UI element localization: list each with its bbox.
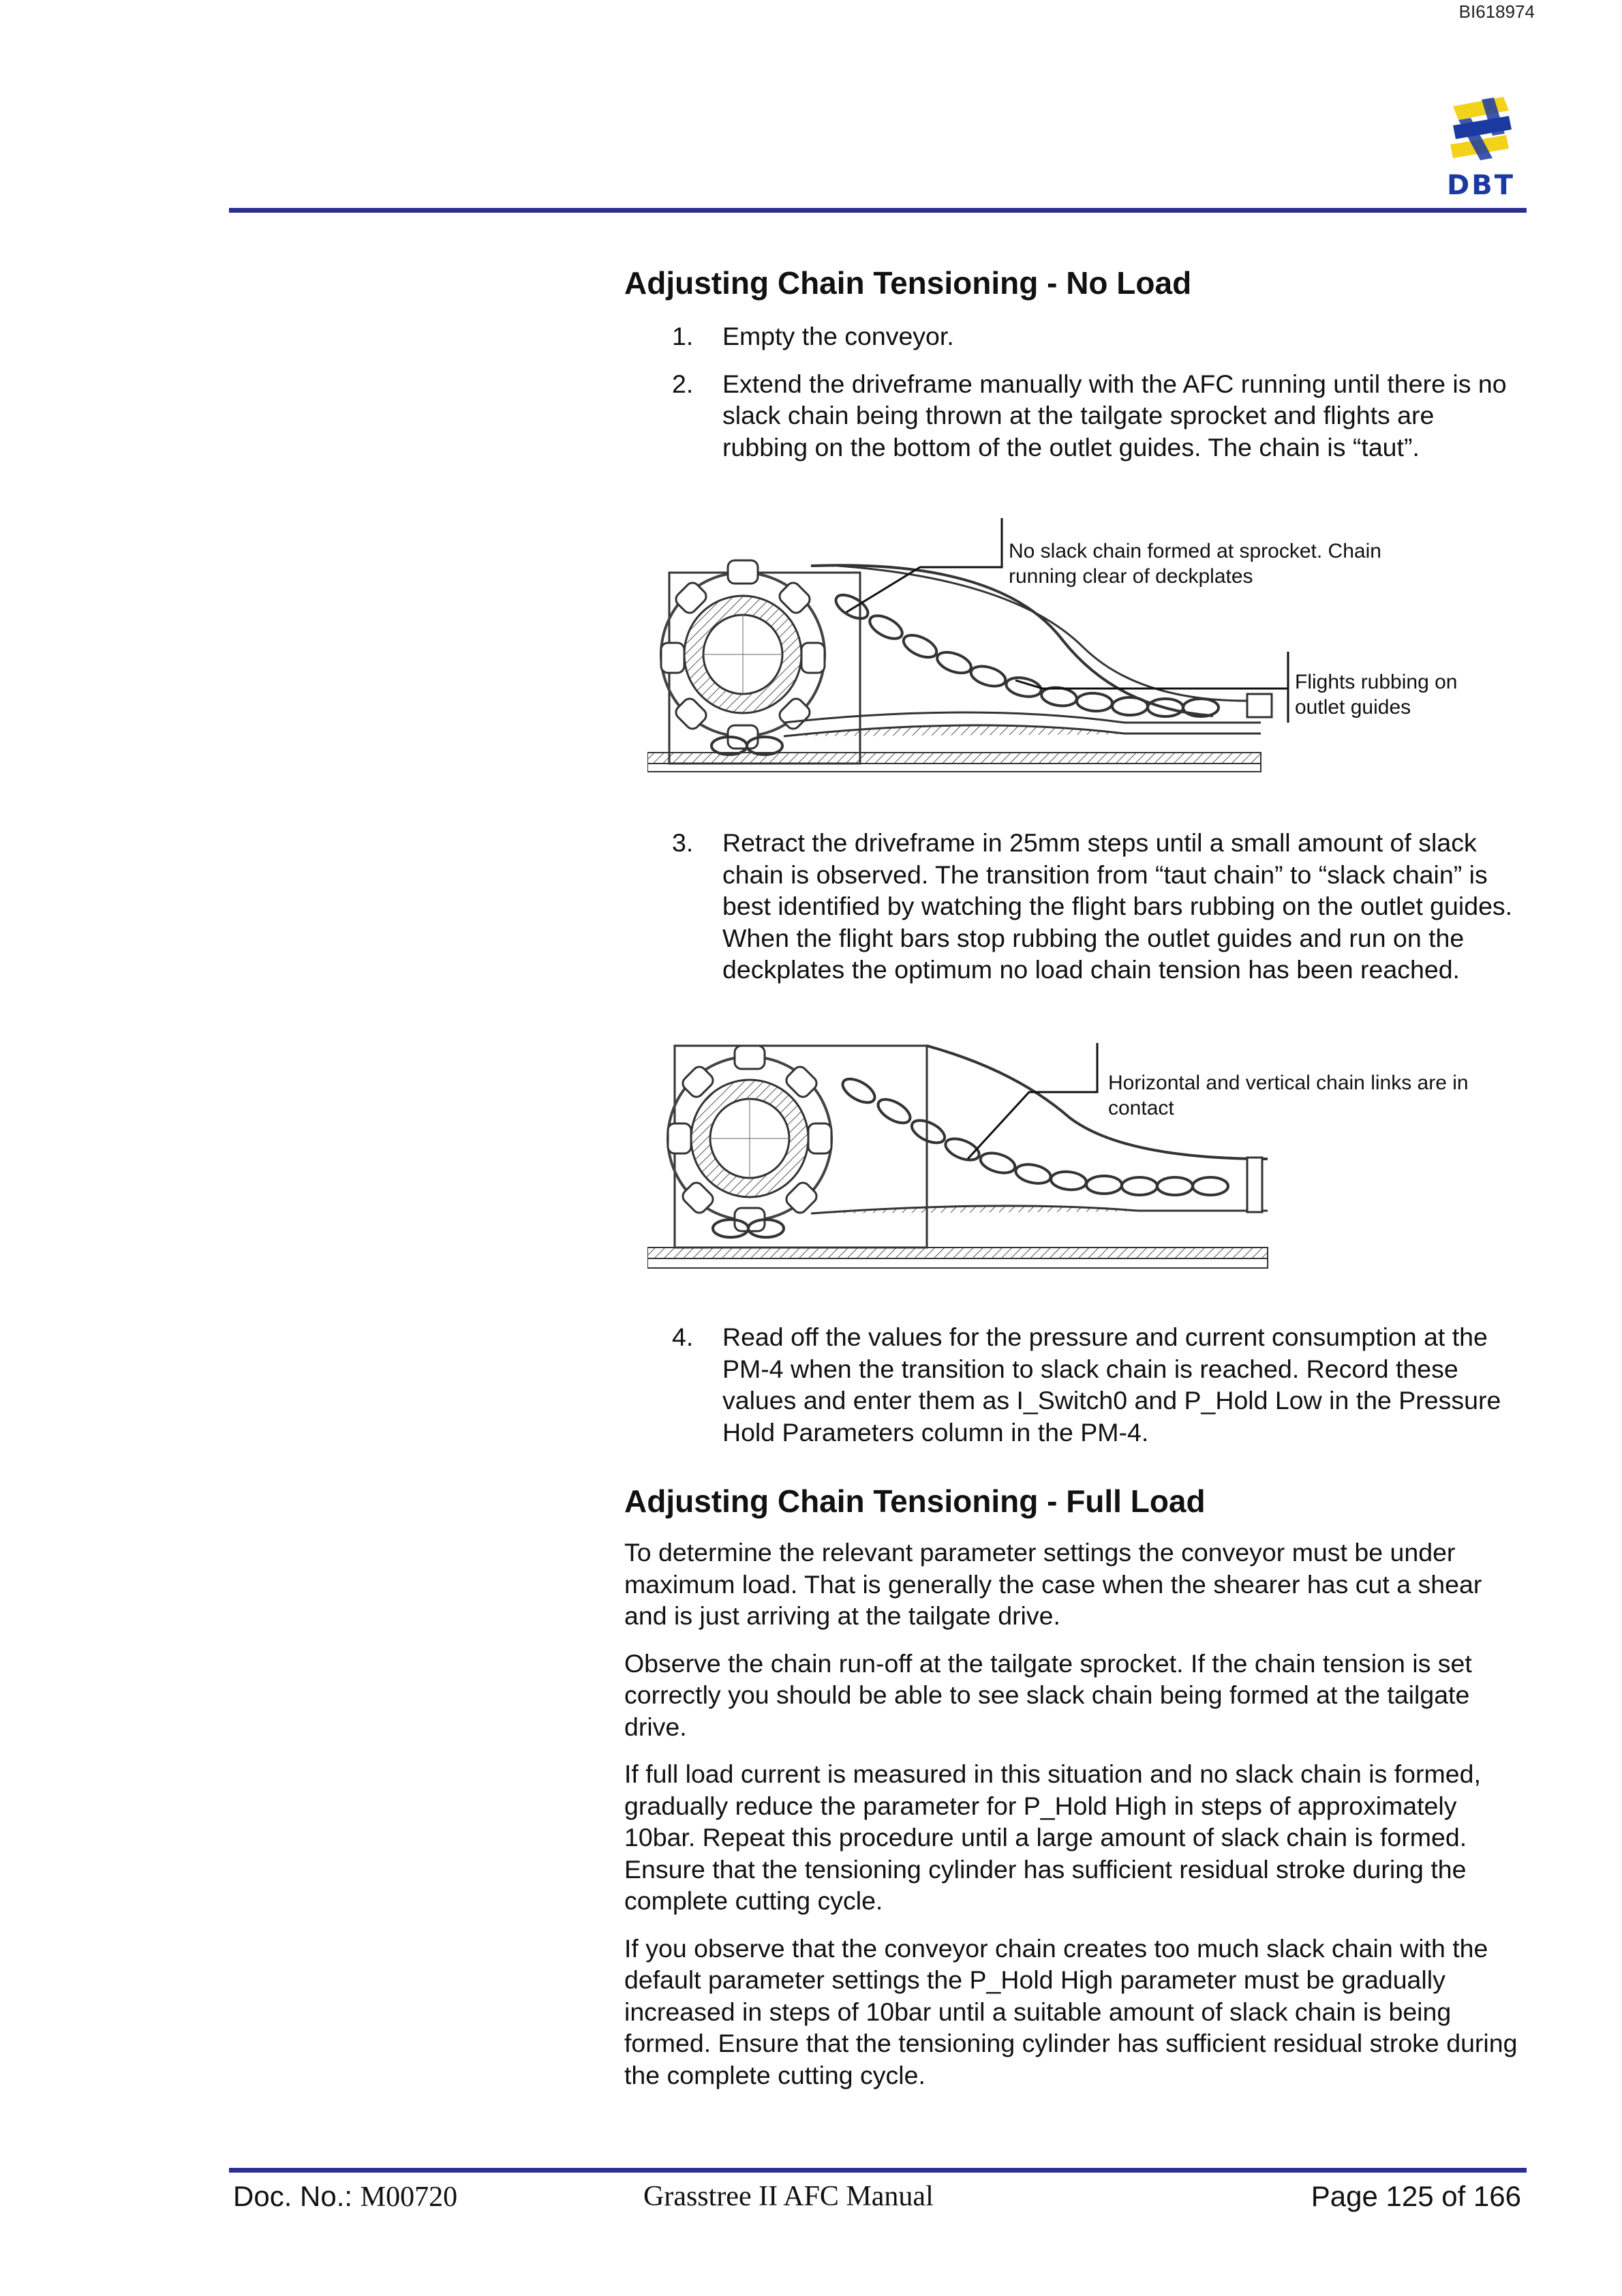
- paragraph: If you observe that the conveyor chain creates too much slack chain with the default parameter settings the P_Hold High parameter must be gradually increased in steps of 10bar until a suitable amount of slack chain is being formed. Ensure that the tensioning cylinder has sufficient residual stroke during the complete cutting cycle.: [624, 1933, 1518, 2089]
- footer-rule: [229, 2168, 1527, 2173]
- page-footer: [233, 2180, 1521, 2221]
- doc-number-value: M00720: [360, 2181, 458, 2213]
- list-item: [624, 827, 1524, 986]
- logo-text: DBT: [1447, 170, 1515, 201]
- header-rule: [229, 208, 1527, 213]
- full-load-body: [624, 1537, 1524, 2091]
- document-id: BI618974: [1458, 1, 1535, 22]
- list-item: [624, 320, 1524, 352]
- steps-list-c: [624, 1321, 1524, 1448]
- step-text: Retract the driveframe in 25mm steps until a small amount of slack chain is observed. The transition from “taut chain” to “slack chain” is best identified by watching the flight bars rubbing on the outlet guides. When the flight bars stop rubbing the outlet guides and run on the deckplates the optimum no load chain tension has been reached.: [722, 828, 1513, 984]
- steps-list-b: [624, 827, 1524, 986]
- callout-flights-rubbing: Flights rubbing on outlet guides: [1295, 671, 1458, 719]
- footer-page-number: Page 125 of 166: [1311, 2180, 1521, 2212]
- section-title-full-load: Adjusting Chain Tensioning - Full Load: [624, 1483, 1206, 1519]
- step-text: Extend the driveframe manually with the AFC running until there is no slack chain being thrown at the tailgate sprocket and flights are rubbing on the bottom of the outlet guides. The chain is “taut”.: [722, 369, 1507, 462]
- doc-number-label: Doc. No.:: [233, 2180, 353, 2212]
- paragraph: To determine the relevant parameter settings the conveyor must be under maximum load. That is generally the case when the shearer has cut a shear and is just arriving at the tailgate drive.: [624, 1538, 1482, 1630]
- step-number: 4.: [672, 1323, 694, 1351]
- step-number: 3.: [672, 828, 694, 857]
- paragraph: If full load current is measured in this situation and no slack chain is formed, gradually reduce the parameter for P_Hold High in steps of approximately 10bar. Repeat this procedure until a large amount of slack chain is formed. Ensure that the tensioning cylinder has sufficient residual stroke during the complete cutting cycle.: [624, 1759, 1481, 1915]
- paragraph: Observe the chain run-off at the tailgate sprocket. If the chain tension is set correctly you should be able to see slack chain being formed at the tailgate drive.: [624, 1648, 1472, 1741]
- section-title-no-load: Adjusting Chain Tensioning - No Load: [624, 265, 1192, 301]
- steps-list-a: [624, 320, 1524, 463]
- step-text: Read off the values for the pressure and current consumption at the PM-4 when the transition to slack chain is reached. Record these values and enter them as I_Switch0 and P_Hold Low in the Pressure Hold Parameters column in the PM-4.: [722, 1323, 1501, 1447]
- dbt-logo: [1443, 95, 1518, 201]
- callout-no-slack-chain: No slack chain formed at sprocket. Chain running clear of deckplates: [1009, 540, 1381, 588]
- footer-doc-number: [233, 2180, 457, 2214]
- callout-links-in-contact: Horizontal and vertical chain links are in contact: [1108, 1072, 1469, 1119]
- figure-slack-chain: [647, 1043, 1520, 1288]
- step-text: Empty the conveyor.: [722, 322, 954, 350]
- dbt-logo-mark: [1443, 95, 1518, 164]
- list-item: [624, 1321, 1524, 1448]
- list-item: [624, 368, 1524, 464]
- step-number: 2.: [672, 369, 694, 398]
- footer-manual-title: Grasstree II AFC Manual: [643, 2181, 934, 2212]
- step-number: 1.: [672, 322, 694, 350]
- figure-taut-chain: [647, 518, 1520, 798]
